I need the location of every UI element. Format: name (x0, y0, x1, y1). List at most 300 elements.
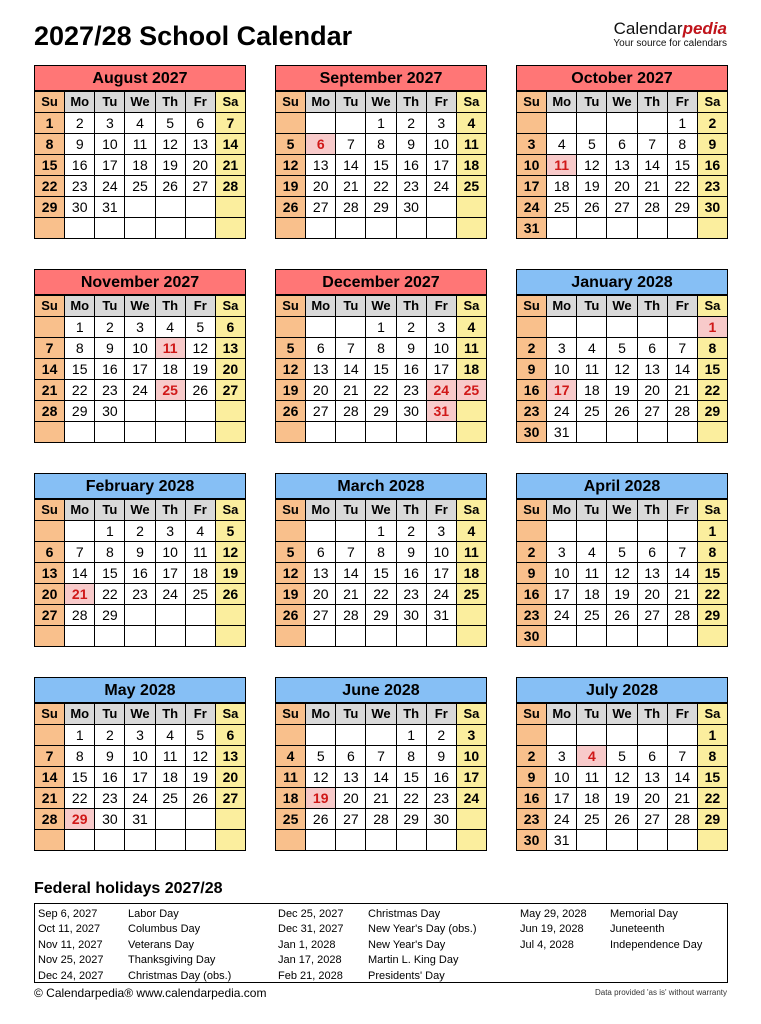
day-cell: 21 (366, 788, 396, 809)
day-cell: 1 (35, 113, 65, 134)
day-cell: 21 (215, 155, 245, 176)
day-cell: 27 (306, 401, 336, 422)
day-cell: 23 (517, 809, 547, 830)
empty-day-cell (65, 218, 95, 239)
day-cell: 19 (577, 176, 607, 197)
day-cell: 21 (35, 788, 65, 809)
day-cell: 7 (65, 542, 95, 563)
day-cell: 27 (185, 176, 215, 197)
weekday-header: Mo (65, 92, 95, 113)
day-cell: 4 (577, 746, 607, 767)
weekday-header: Tu (577, 92, 607, 113)
empty-day-cell (667, 422, 697, 443)
day-cell: 18 (155, 767, 185, 788)
day-cell: 28 (637, 197, 667, 218)
day-cell: 30 (396, 401, 426, 422)
day-cell: 14 (35, 767, 65, 788)
day-cell: 21 (667, 788, 697, 809)
day-cell: 16 (697, 155, 727, 176)
day-cell: 23 (396, 176, 426, 197)
day-cell: 29 (366, 197, 396, 218)
day-cell: 1 (366, 113, 396, 134)
empty-day-cell (456, 830, 486, 851)
holiday-date: Dec 31, 2027 (278, 923, 344, 936)
day-cell: 14 (336, 359, 366, 380)
day-cell: 24 (517, 197, 547, 218)
day-cell: 10 (547, 359, 577, 380)
day-cell: 13 (215, 338, 245, 359)
day-cell: 18 (577, 788, 607, 809)
day-cell: 25 (456, 380, 486, 401)
empty-day-cell (456, 197, 486, 218)
day-cell: 23 (95, 380, 125, 401)
day-cell: 6 (35, 542, 65, 563)
empty-day-cell (607, 521, 637, 542)
day-cell: 12 (276, 563, 306, 584)
day-cell: 13 (306, 563, 336, 584)
day-cell: 2 (396, 521, 426, 542)
day-cell: 27 (336, 809, 366, 830)
weekday-header: Fr (426, 500, 456, 521)
month-title: November 2027 (34, 269, 246, 295)
day-cell: 17 (517, 176, 547, 197)
day-cell: 7 (336, 134, 366, 155)
day-cell: 15 (697, 767, 727, 788)
day-cell: 31 (125, 809, 155, 830)
weekday-header: Fr (667, 296, 697, 317)
weekday-header: Fr (667, 500, 697, 521)
day-cell: 26 (306, 809, 336, 830)
weekday-header: Sa (456, 500, 486, 521)
day-cell: 29 (697, 605, 727, 626)
day-cell: 6 (215, 317, 245, 338)
day-cell: 14 (366, 767, 396, 788)
day-cell: 19 (306, 788, 336, 809)
holiday-date: Feb 21, 2028 (278, 969, 343, 982)
day-cell: 13 (306, 359, 336, 380)
day-cell: 5 (276, 338, 306, 359)
day-cell: 29 (396, 809, 426, 830)
day-cell: 18 (577, 584, 607, 605)
empty-day-cell (366, 725, 396, 746)
day-cell: 10 (456, 746, 486, 767)
day-cell: 26 (607, 401, 637, 422)
month-calendar (516, 269, 728, 443)
empty-day-cell (95, 626, 125, 647)
day-cell: 24 (155, 584, 185, 605)
empty-day-cell (125, 218, 155, 239)
day-cell: 27 (306, 605, 336, 626)
day-cell: 31 (426, 401, 456, 422)
month-title: October 2027 (516, 65, 728, 91)
holiday-date: Jan 1, 2028 (278, 938, 336, 951)
day-cell: 1 (366, 317, 396, 338)
day-cell: 22 (366, 176, 396, 197)
day-cell: 10 (517, 155, 547, 176)
holiday-name: Juneteenth (610, 923, 665, 936)
empty-day-cell (426, 218, 456, 239)
day-cell: 23 (396, 584, 426, 605)
day-cell: 11 (577, 563, 607, 584)
day-cell: 9 (125, 542, 155, 563)
day-cell: 8 (366, 134, 396, 155)
empty-day-cell (95, 422, 125, 443)
month-days-table (275, 91, 487, 239)
day-cell: 25 (185, 584, 215, 605)
day-cell: 29 (697, 401, 727, 422)
weekday-header: Tu (336, 500, 366, 521)
day-cell: 3 (95, 113, 125, 134)
footer-disclaimer: Data provided 'as is' without warranty (594, 988, 727, 997)
day-cell: 19 (276, 176, 306, 197)
day-cell: 21 (637, 176, 667, 197)
day-cell: 11 (456, 134, 486, 155)
day-cell: 30 (396, 605, 426, 626)
day-cell: 13 (215, 746, 245, 767)
day-cell: 15 (65, 767, 95, 788)
day-cell: 12 (607, 359, 637, 380)
empty-day-cell (276, 521, 306, 542)
day-cell: 20 (306, 584, 336, 605)
empty-day-cell (637, 521, 667, 542)
weekday-header: Sa (697, 500, 727, 521)
empty-day-cell (125, 197, 155, 218)
empty-day-cell (35, 422, 65, 443)
empty-day-cell (396, 830, 426, 851)
day-cell: 8 (366, 338, 396, 359)
month-title: April 2028 (516, 473, 728, 499)
holiday-date: Nov 11, 2027 (38, 938, 103, 951)
day-cell: 24 (125, 380, 155, 401)
empty-day-cell (426, 197, 456, 218)
day-cell: 23 (396, 380, 426, 401)
weekday-header: Tu (95, 704, 125, 725)
empty-day-cell (366, 218, 396, 239)
empty-day-cell (155, 401, 185, 422)
day-cell: 25 (155, 788, 185, 809)
day-cell: 15 (95, 563, 125, 584)
day-cell: 22 (366, 380, 396, 401)
month-title: September 2027 (275, 65, 487, 91)
day-cell: 4 (547, 134, 577, 155)
weekday-header: Mo (65, 704, 95, 725)
day-cell: 26 (215, 584, 245, 605)
month-days-table (275, 703, 487, 851)
weekday-header: We (607, 704, 637, 725)
day-cell: 1 (95, 521, 125, 542)
day-cell: 19 (276, 380, 306, 401)
day-cell: 9 (95, 338, 125, 359)
day-cell: 3 (456, 725, 486, 746)
day-cell: 1 (697, 521, 727, 542)
day-cell: 27 (306, 197, 336, 218)
month-days-table (516, 295, 728, 443)
day-cell: 30 (517, 626, 547, 647)
day-cell: 18 (577, 380, 607, 401)
day-cell: 11 (547, 155, 577, 176)
empty-day-cell (667, 725, 697, 746)
holiday-date: Sep 6, 2027 (38, 908, 98, 920)
empty-day-cell (607, 317, 637, 338)
day-cell: 26 (276, 197, 306, 218)
empty-day-cell (456, 809, 486, 830)
empty-day-cell (637, 830, 667, 851)
day-cell: 6 (306, 542, 336, 563)
day-cell: 6 (215, 725, 245, 746)
day-cell: 10 (426, 134, 456, 155)
day-cell: 30 (95, 809, 125, 830)
empty-day-cell (456, 605, 486, 626)
day-cell: 29 (667, 197, 697, 218)
day-cell: 24 (547, 809, 577, 830)
day-cell: 22 (95, 584, 125, 605)
day-cell: 17 (547, 788, 577, 809)
empty-day-cell (336, 422, 366, 443)
weekday-header: Th (155, 296, 185, 317)
weekday-header: Su (35, 704, 65, 725)
empty-day-cell (396, 218, 426, 239)
day-cell: 25 (456, 584, 486, 605)
day-cell: 7 (336, 542, 366, 563)
day-cell: 22 (396, 788, 426, 809)
empty-day-cell (697, 830, 727, 851)
month-title: June 2028 (275, 677, 487, 703)
day-cell: 15 (667, 155, 697, 176)
empty-day-cell (667, 626, 697, 647)
weekday-header: Tu (95, 92, 125, 113)
weekday-header: Sa (456, 92, 486, 113)
empty-day-cell (155, 809, 185, 830)
empty-day-cell (637, 422, 667, 443)
day-cell: 22 (697, 788, 727, 809)
day-cell: 5 (215, 521, 245, 542)
day-cell: 10 (426, 542, 456, 563)
day-cell: 18 (456, 155, 486, 176)
empty-day-cell (125, 626, 155, 647)
weekday-header: Mo (547, 704, 577, 725)
weekday-header: Mo (547, 92, 577, 113)
empty-day-cell (366, 422, 396, 443)
empty-day-cell (396, 422, 426, 443)
day-cell: 22 (697, 380, 727, 401)
day-cell: 17 (155, 563, 185, 584)
weekday-header: Th (637, 704, 667, 725)
weekday-header: Sa (215, 296, 245, 317)
empty-day-cell (215, 605, 245, 626)
empty-day-cell (547, 521, 577, 542)
holiday-date: May 29, 2028 (520, 908, 587, 920)
day-cell: 14 (667, 563, 697, 584)
empty-day-cell (336, 218, 366, 239)
empty-day-cell (306, 521, 336, 542)
empty-day-cell (185, 605, 215, 626)
day-cell: 31 (547, 830, 577, 851)
day-cell: 20 (607, 176, 637, 197)
day-cell: 2 (426, 725, 456, 746)
weekday-header: Th (637, 500, 667, 521)
empty-day-cell (35, 830, 65, 851)
day-cell: 20 (215, 359, 245, 380)
day-cell: 5 (276, 542, 306, 563)
holiday-name: Columbus Day (128, 923, 201, 936)
empty-day-cell (155, 218, 185, 239)
holidays-table (34, 903, 728, 983)
weekday-header: Th (637, 92, 667, 113)
day-cell: 23 (517, 401, 547, 422)
day-cell: 29 (95, 605, 125, 626)
day-cell: 2 (95, 725, 125, 746)
empty-day-cell (577, 422, 607, 443)
empty-day-cell (697, 626, 727, 647)
day-cell: 7 (667, 746, 697, 767)
day-cell: 2 (396, 113, 426, 134)
day-cell: 12 (306, 767, 336, 788)
day-cell: 21 (35, 380, 65, 401)
day-cell: 5 (607, 746, 637, 767)
day-cell: 5 (185, 317, 215, 338)
empty-day-cell (577, 830, 607, 851)
day-cell: 29 (366, 401, 396, 422)
day-cell: 13 (336, 767, 366, 788)
holiday-name: Thanksgiving Day (128, 954, 216, 967)
day-cell: 24 (547, 401, 577, 422)
day-cell: 23 (426, 788, 456, 809)
weekday-header: Fr (667, 92, 697, 113)
day-cell: 13 (637, 767, 667, 788)
day-cell: 29 (697, 809, 727, 830)
day-cell: 16 (396, 155, 426, 176)
empty-day-cell (637, 113, 667, 134)
empty-day-cell (366, 830, 396, 851)
day-cell: 22 (667, 176, 697, 197)
empty-day-cell (125, 422, 155, 443)
month-calendar (34, 677, 246, 851)
month-days-table (516, 91, 728, 239)
month-days-table (34, 295, 246, 443)
empty-day-cell (456, 401, 486, 422)
day-cell: 27 (215, 788, 245, 809)
day-cell: 2 (517, 542, 547, 563)
empty-day-cell (35, 626, 65, 647)
day-cell: 23 (125, 584, 155, 605)
holiday-date: Oct 11, 2027 (38, 923, 101, 936)
day-cell: 8 (697, 542, 727, 563)
holiday-name: Independence Day (610, 938, 703, 951)
day-cell: 8 (65, 746, 95, 767)
day-cell: 20 (185, 155, 215, 176)
day-cell: 14 (336, 563, 366, 584)
weekday-header: Th (396, 92, 426, 113)
day-cell: 13 (637, 563, 667, 584)
empty-day-cell (65, 626, 95, 647)
empty-day-cell (336, 626, 366, 647)
month-calendar (34, 473, 246, 647)
day-cell: 19 (155, 155, 185, 176)
day-cell: 29 (35, 197, 65, 218)
weekday-header: Su (276, 92, 306, 113)
day-cell: 9 (517, 563, 547, 584)
empty-day-cell (637, 626, 667, 647)
empty-day-cell (456, 626, 486, 647)
day-cell: 13 (607, 155, 637, 176)
empty-day-cell (336, 317, 366, 338)
day-cell: 24 (547, 605, 577, 626)
day-cell: 27 (215, 380, 245, 401)
day-cell: 15 (65, 359, 95, 380)
day-cell: 30 (697, 197, 727, 218)
day-cell: 25 (577, 605, 607, 626)
day-cell: 20 (637, 584, 667, 605)
day-cell: 1 (65, 725, 95, 746)
day-cell: 27 (637, 809, 667, 830)
weekday-header: Su (35, 92, 65, 113)
weekday-header: Sa (215, 92, 245, 113)
weekday-header: Th (396, 500, 426, 521)
weekday-header: Su (517, 704, 547, 725)
day-cell: 12 (577, 155, 607, 176)
empty-day-cell (366, 626, 396, 647)
empty-day-cell (155, 626, 185, 647)
day-cell: 18 (456, 359, 486, 380)
empty-day-cell (155, 197, 185, 218)
empty-day-cell (607, 218, 637, 239)
day-cell: 25 (125, 176, 155, 197)
empty-day-cell (306, 626, 336, 647)
month-days-table (516, 703, 728, 851)
day-cell: 28 (667, 605, 697, 626)
day-cell: 22 (65, 380, 95, 401)
holiday-date: Jul 4, 2028 (520, 938, 574, 951)
day-cell: 12 (276, 155, 306, 176)
day-cell: 25 (155, 380, 185, 401)
empty-day-cell (95, 218, 125, 239)
day-cell: 18 (547, 176, 577, 197)
day-cell: 21 (336, 584, 366, 605)
weekday-header: Th (155, 92, 185, 113)
day-cell: 16 (65, 155, 95, 176)
day-cell: 22 (35, 176, 65, 197)
day-cell: 6 (607, 134, 637, 155)
month-days-table (34, 91, 246, 239)
brand-logo (613, 20, 727, 49)
day-cell: 20 (35, 584, 65, 605)
day-cell: 26 (155, 176, 185, 197)
day-cell: 16 (517, 584, 547, 605)
weekday-header: Th (155, 704, 185, 725)
day-cell: 30 (396, 197, 426, 218)
empty-day-cell (306, 113, 336, 134)
empty-day-cell (517, 317, 547, 338)
weekday-header: Mo (306, 500, 336, 521)
empty-day-cell (577, 521, 607, 542)
empty-day-cell (577, 317, 607, 338)
day-cell: 3 (155, 521, 185, 542)
day-cell: 3 (426, 317, 456, 338)
day-cell: 3 (125, 725, 155, 746)
empty-day-cell (306, 830, 336, 851)
day-cell: 2 (517, 746, 547, 767)
empty-day-cell (306, 218, 336, 239)
day-cell: 12 (276, 359, 306, 380)
day-cell: 9 (396, 542, 426, 563)
day-cell: 26 (607, 605, 637, 626)
day-cell: 31 (95, 197, 125, 218)
day-cell: 16 (517, 380, 547, 401)
empty-day-cell (215, 422, 245, 443)
weekday-header: Mo (65, 500, 95, 521)
day-cell: 24 (426, 380, 456, 401)
day-cell: 6 (637, 542, 667, 563)
